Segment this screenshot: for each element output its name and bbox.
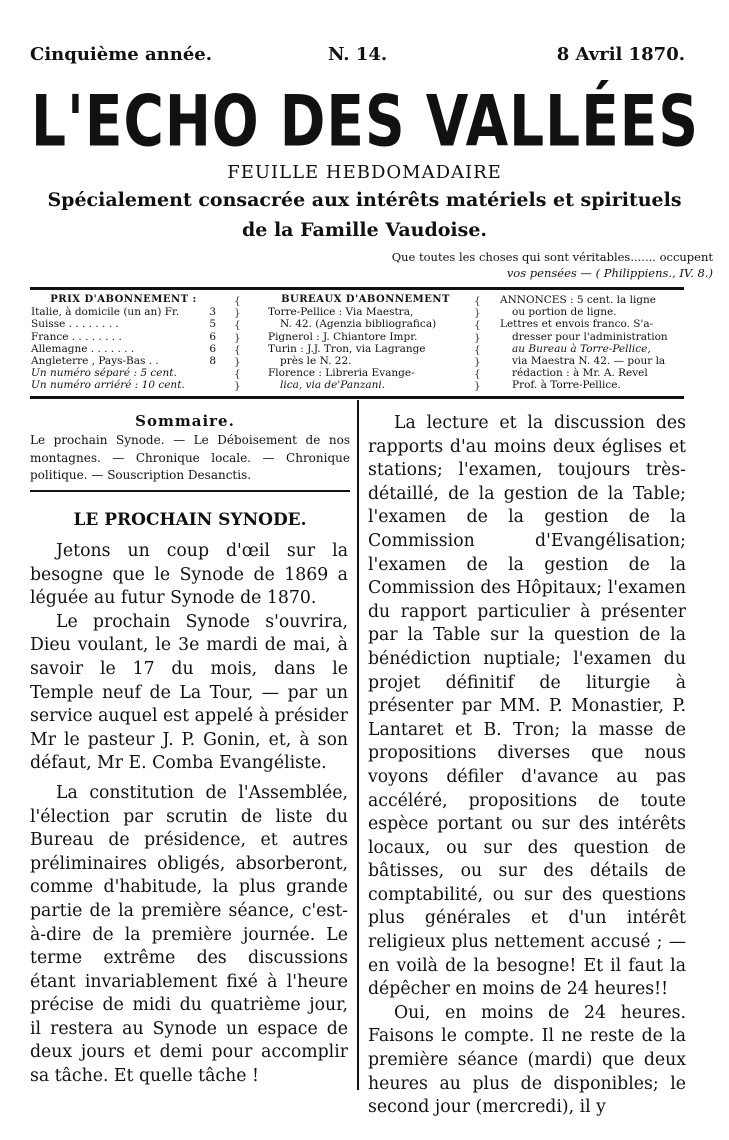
prix-row: France . . . . . . . . 6 bbox=[31, 330, 216, 343]
issue-year: Cinquième année. bbox=[30, 44, 212, 65]
epigraph-line-2: vos pensées — ( Philippiens., IV. 8.) bbox=[506, 266, 713, 280]
annonces-line: ANNONCES : 5 cent. la ligne bbox=[500, 294, 656, 306]
tagline-line-1: Spécialement consacrée aux intérêts matériels et spirituels bbox=[47, 189, 682, 211]
subtitle: FEUILLE HEBDOMADAIRE bbox=[227, 162, 502, 183]
masthead-title: L'ECHO DES VALLÉES bbox=[31, 80, 699, 162]
article-paragraph: La lecture et la discussion des rapports d'au moins deux églises et stations; l'examen, toujours très-détaillé, de la gestion de la Table; l'examen de la gestion de la Commission d'Evangélisation; l'examen de la gestion de la Commission des Hôpitaux; l'examen du rapport particulier à présenter par la Table sur la question de la bénédiction nuptiale; l'examen du projet définitif de liturgie à présenter par MM. P. Monastier, P. Lantaret et B. Tron; la masse de propositions diverses que nous voyons défiler d'avance au pas accéléré, propositions de toute espèce portant ou sur des intérêts locaux, ou sur des question de bâtisses, ou sur des détails de comptabilité, ou sur des questions plus générales et d'un intérêt religieux plus nettement accusé ; — en voilà de la besogne! Et il faut la dépêcher en moins de 24 heures!! bbox=[368, 413, 686, 1000]
sommaire-text: Le prochain Synode. — Le Déboisement de nos montagnes. — Chronique locale. — Chronique politique. — Souscription Desanctis. bbox=[30, 433, 350, 482]
header-rule-thick bbox=[30, 287, 684, 290]
annonces-line: rédaction : à Mr. A. Revel bbox=[512, 367, 648, 380]
annonces-line: au Bureau à Torre-Pellice, bbox=[512, 342, 651, 355]
epigraph-line-1: Que toutes les choses qui sont véritables....... occupent bbox=[391, 250, 713, 264]
annonces bbox=[500, 294, 688, 392]
column-divider bbox=[357, 400, 359, 1090]
article-paragraph: Oui, en moins de 24 heures. Faisons le compte. Il ne reste de la première séance (mardi) que deux heures au plus de disponibles; le second jour (mercredi), il y bbox=[368, 1002, 686, 1118]
annonces-line: Prof. à Torre-Pellice. bbox=[512, 379, 621, 392]
prix-abonnement bbox=[31, 294, 216, 392]
sommaire-title: Sommaire. bbox=[135, 412, 235, 430]
article-left-column bbox=[30, 540, 348, 1089]
sommaire-rule bbox=[30, 490, 350, 492]
box-separator: { } { } { } { } bbox=[474, 295, 481, 393]
box-separator: { } { } { } { } bbox=[234, 295, 241, 393]
bureaux-line: Florence : Libreria Evange- bbox=[268, 367, 415, 380]
bureaux-title: BUREAUX D'ABONNEMENT bbox=[281, 294, 450, 305]
annonces-line: via Maestra N. 42. — pour la bbox=[512, 355, 666, 368]
article-paragraph: La constitution de l'Assemblée, l'élection par scrutin de liste du Bureau de présidence, et autres préliminaires obligés, absorberont, comme d'habitude, la plus grande partie de la première séance, c'est-à-dire de la première journée. Le terme extrême des discussions étant invariablement fixé à l'heure précise de midi du quatrième jour, il restera au Synode un espace de deux jours et demi pour accomplir sa tâche. Et quelle tâche ! bbox=[30, 782, 348, 1087]
prix-row: Italie, à domicile (un an) Fr. 3 bbox=[31, 306, 216, 319]
bureaux-line: Torre-Pellice : Via Maestra, bbox=[268, 306, 414, 319]
issue-number: N. 14. bbox=[328, 44, 388, 65]
article-paragraph: Le prochain Synode s'ouvrira, Dieu voulant, le 3e mardi de mai, à savoir le 17 du mois, dans le Temple neuf de La Tour, — par un service auquel est appelé à présider Mr le pasteur J. P. Gonin, et, à son défaut, Mr E. Comba Evangéliste. bbox=[30, 611, 348, 774]
annonces-line: ou portion de ligne. bbox=[512, 306, 617, 319]
article-title: LE PROCHAIN SYNODE. bbox=[73, 510, 307, 530]
prix-row: Un numéro arriéré : 10 cent. bbox=[31, 379, 185, 392]
prix-row: Suisse . . . . . . . . 5 bbox=[31, 318, 216, 331]
tagline-line-2: de la Famille Vaudoise. bbox=[241, 219, 488, 241]
article-paragraph: Jetons un coup d'œil sur la besogne que le Synode de 1869 a léguée au futur Synode de 1870. bbox=[30, 541, 348, 609]
prix-title: PRIX D'ABONNEMENT : bbox=[50, 294, 197, 305]
epigraph bbox=[333, 249, 713, 281]
prix-row: Allemagne . . . . . . . 6 bbox=[31, 342, 216, 355]
annonces-line: dresser pour l'administration bbox=[512, 330, 668, 343]
issue-date: 8 Avril 1870. bbox=[556, 44, 685, 65]
bureaux-abonnement bbox=[268, 294, 463, 392]
prix-row: Un numéro séparé : 5 cent. bbox=[31, 367, 177, 380]
box-rule-bottom bbox=[30, 396, 684, 399]
prix-row: Angleterre , Pays-Bas . . 8 bbox=[31, 355, 216, 368]
bureaux-line: Pignerol : J. Chiantore Impr. bbox=[268, 330, 418, 343]
bureaux-line: Turin : J.J. Tron, via Lagrange bbox=[268, 342, 426, 355]
bureaux-line: près le N. 22. bbox=[280, 355, 352, 368]
bureaux-line: lica, via de'Panzani. bbox=[280, 379, 386, 392]
bureaux-line: N. 42. (Agenzia bibliografica) bbox=[280, 318, 437, 331]
article-right-column bbox=[368, 412, 686, 1120]
annonces-line: Lettres et envois franco. S'a- bbox=[500, 318, 654, 331]
